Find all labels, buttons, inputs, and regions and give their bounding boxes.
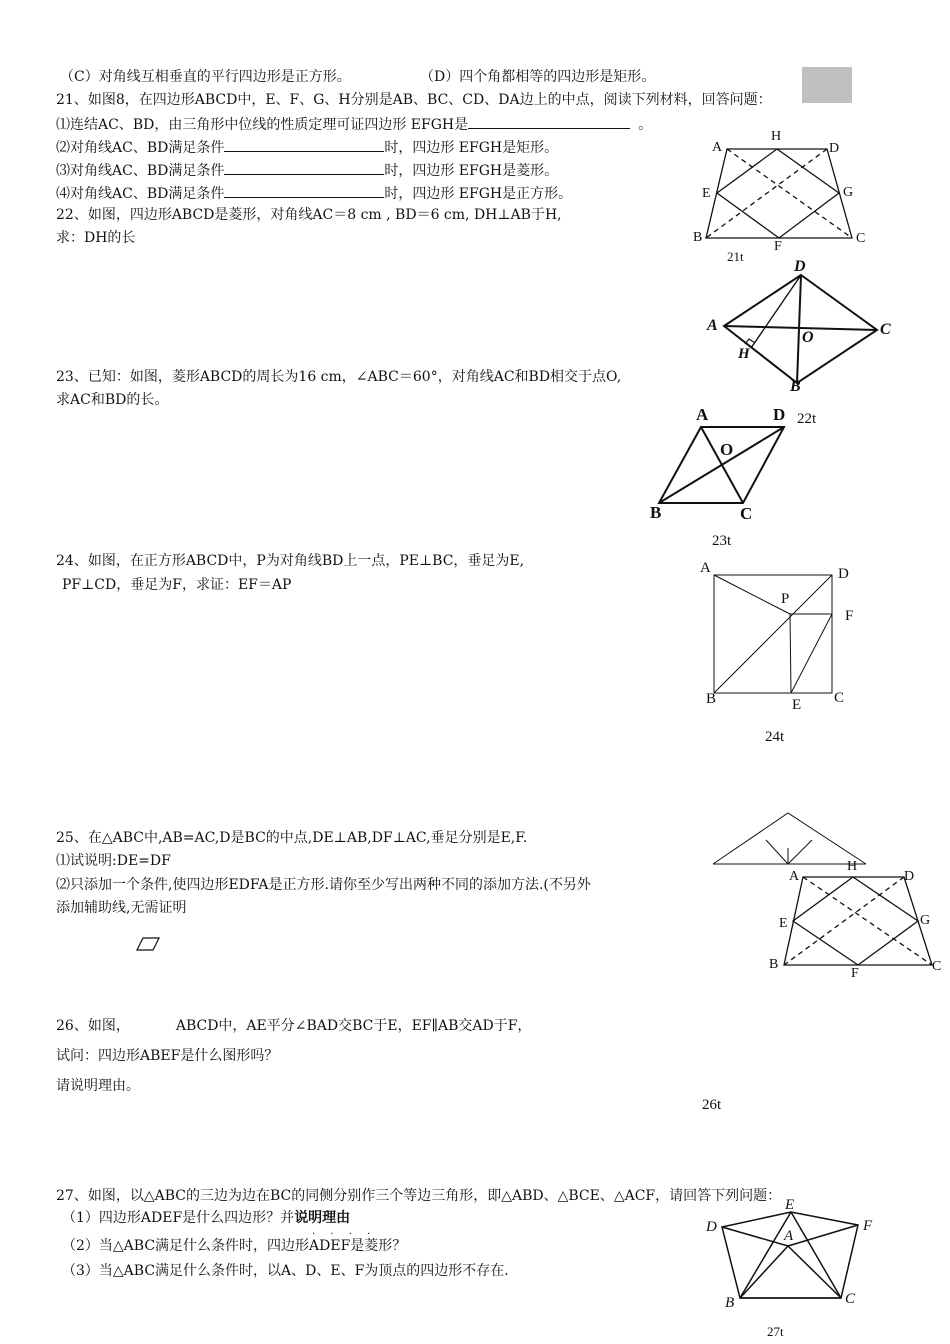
label-c: C xyxy=(834,690,845,706)
label-p: P xyxy=(781,591,790,607)
label-c: C xyxy=(845,1291,856,1307)
q22-stem: 22、如图，四边形ABCD是菱形，对角线AC＝8 cm , BD＝6 cm, DH⊥AB于H, xyxy=(56,207,562,223)
label-d: D xyxy=(838,566,849,582)
option-c: （C）对角线互相垂直的平行四边形是正方形。 xyxy=(60,69,351,85)
q23-stem: 23、已知：如图，菱形ABCD的周长为16 cm，∠ABC＝60°，对角线AC和BD相交于点O, xyxy=(56,369,622,385)
label-d: D xyxy=(829,141,840,156)
label-c: C xyxy=(740,504,753,523)
figure-caption: 21t xyxy=(727,249,744,264)
label-b: B xyxy=(693,230,703,245)
q25-stem: 25、在△ABC中,AB=AC,D是BC的中点,DE⊥AB,DF⊥AC,垂足分别是E,F. xyxy=(56,830,528,846)
label-f: F xyxy=(774,239,782,254)
label-c: C xyxy=(880,321,891,338)
label-a: A xyxy=(789,869,800,884)
label-b: B xyxy=(706,691,717,707)
option-d: （D）四个角都相等的四边形是矩形。 xyxy=(420,69,656,85)
q27-stem: 27、如图，以△ABC的三边为边在BC的同侧分别作三个等边三角形，即△ABD、△BCE、△ACF，请回答下列问题： xyxy=(56,1188,782,1204)
label-f: F xyxy=(845,608,854,624)
label-d: D xyxy=(773,405,786,424)
q23-ask: 求AC和BD的长。 xyxy=(56,392,169,408)
q27-part1: （1）四边形ADEF是什么四边形？并说明理由 xyxy=(62,1210,351,1226)
q22-ask: 求：DH的长 xyxy=(56,230,136,246)
q25-part1: ⑴试说明:DE=DF xyxy=(56,853,171,869)
label-o: O xyxy=(802,329,814,346)
label-e: E xyxy=(779,916,788,931)
label-e: E xyxy=(702,186,711,201)
label-a: A xyxy=(696,405,709,424)
label-g: G xyxy=(843,185,854,200)
label-b: B xyxy=(725,1295,735,1311)
label-h: H xyxy=(771,129,782,144)
q21-part3: ⑶对角线AC、BD满足条件 时，四边形 EFGH是菱形。 xyxy=(56,160,558,180)
label-e: E xyxy=(785,1197,795,1213)
q21-part4: ⑷对角线AC、BD满足条件 时，四边形 EFGH是正方形。 xyxy=(56,183,572,203)
label-f: F xyxy=(863,1218,873,1234)
label-d: D xyxy=(794,258,806,275)
label-e: E xyxy=(792,697,802,713)
label-h: H xyxy=(738,346,750,362)
emphasis-dots: · · · · xyxy=(312,1229,377,1240)
label-f: F xyxy=(851,966,859,981)
label-a: A xyxy=(784,1228,794,1244)
label-g: G xyxy=(920,913,931,928)
label-a: A xyxy=(707,317,718,334)
q21-part1: ⑴连结AC、BD，由三角形中位线的性质定理可证四边形 EFGH是 。 xyxy=(56,114,652,134)
label-a: A xyxy=(700,560,711,576)
q24-ask: PF⊥CD，垂足为F，求证：EF＝AP xyxy=(62,577,292,593)
label-c: C xyxy=(932,959,942,974)
q24-stem: 24、如图，在正方形ABCD中，P为对角线BD上一点，PE⊥BC，垂足为E, xyxy=(56,553,525,569)
q26-reason: 请说明理由。 xyxy=(56,1078,140,1094)
label-d: D xyxy=(706,1219,717,1235)
label-c: C xyxy=(856,231,866,246)
label-b: B xyxy=(650,503,662,522)
q21-part2: ⑵对角线AC、BD满足条件 时，四边形 EFGH是矩形。 xyxy=(56,137,558,157)
q26-stem: 26、如图， ABCD中，AE平分∠BAD交BC于E，EF∥AB交AD于F， xyxy=(56,1018,532,1034)
q25-part2: ⑵只添加一个条件,使四边形EDFA是正方形.请你至少写出两种不同的添加方法.(不另外 xyxy=(56,877,591,893)
label-h: H xyxy=(847,859,858,874)
q21-stem: 21、如图8，在四边形ABCD中，E、F、G、H分别是AB、BC、CD、DA边上的中点，阅读下列材料，回答问题： xyxy=(56,92,772,108)
q27-part2: （2）当△ABC满足什么条件时，四边形ADEF是菱形？ xyxy=(62,1238,407,1254)
q26-ask: 试问：四边形ABEF是什么图形吗？ xyxy=(56,1048,279,1064)
label-b: B xyxy=(769,957,779,972)
figure-caption: 27t xyxy=(767,1324,784,1339)
label-o: O xyxy=(720,440,734,459)
figure-caption: 22t xyxy=(797,411,817,427)
figure-caption: 24t xyxy=(765,729,785,745)
label-d: D xyxy=(904,869,915,884)
label-b: B xyxy=(790,378,801,395)
figure-caption: 23t xyxy=(712,533,732,549)
q25-part2-cont: 添加辅助线,无需证明 xyxy=(56,900,187,916)
label-a: A xyxy=(712,140,723,155)
figure-caption: 26t xyxy=(702,1097,722,1113)
q27-part3: （3）当△ABC满足什么条件时，以A、D、E、F为顶点的四边形不存在. xyxy=(62,1263,509,1279)
